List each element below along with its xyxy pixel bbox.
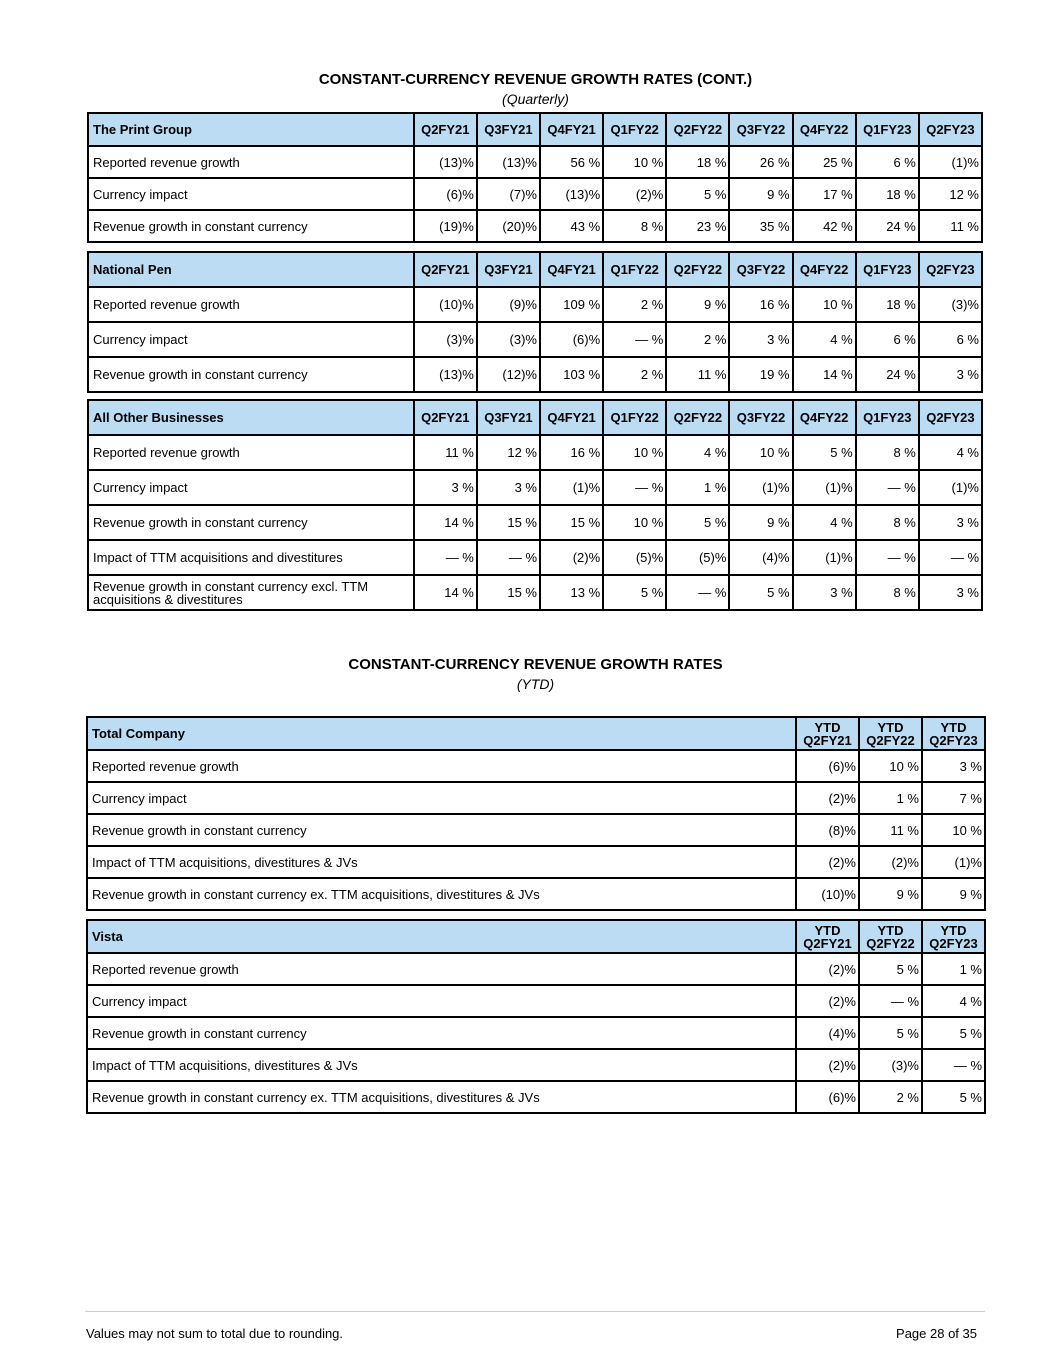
row-label: Impact of TTM acquisitions and divestitures bbox=[88, 540, 414, 575]
table-header-row bbox=[88, 400, 982, 435]
cell-value: 8 % bbox=[856, 575, 919, 610]
cell-value: 2 % bbox=[859, 1081, 922, 1113]
row-label: Impact of TTM acquisitions, divestitures & JVs bbox=[87, 846, 796, 878]
column-header: Q1FY22 bbox=[603, 113, 666, 146]
cell-value: 43 % bbox=[540, 210, 603, 242]
cell-value: 1 % bbox=[666, 470, 729, 505]
cell-value: 10 % bbox=[859, 750, 922, 782]
row-label: Revenue growth in constant currency ex. TTM acquisitions, divestitures & JVs bbox=[87, 878, 796, 910]
row-label: Impact of TTM acquisitions, divestitures & JVs bbox=[87, 1049, 796, 1081]
cell-value: 10 % bbox=[603, 435, 666, 470]
cell-value: — % bbox=[603, 322, 666, 357]
cell-value: 5 % bbox=[793, 435, 856, 470]
table-row bbox=[87, 750, 985, 782]
cell-value: 9 % bbox=[859, 878, 922, 910]
cell-value: 103 % bbox=[540, 357, 603, 392]
cell-value: 6 % bbox=[856, 146, 919, 178]
cell-value: (9)% bbox=[477, 287, 540, 322]
cell-value: 19 % bbox=[729, 357, 792, 392]
cell-value: 15 % bbox=[477, 575, 540, 610]
column-header: Q2FY21 bbox=[414, 252, 477, 287]
cell-value: (10)% bbox=[796, 878, 859, 910]
cell-value: 4 % bbox=[922, 985, 985, 1017]
row-label: Currency impact bbox=[88, 470, 414, 505]
column-header: Q4FY21 bbox=[540, 113, 603, 146]
cell-value: (10)% bbox=[414, 287, 477, 322]
column-header-line2: Q2FY21 bbox=[803, 935, 852, 951]
cell-value: — % bbox=[856, 540, 919, 575]
row-label: Revenue growth in constant currency bbox=[87, 1017, 796, 1049]
cell-value: 10 % bbox=[603, 505, 666, 540]
cell-value: 8 % bbox=[856, 505, 919, 540]
cell-value: 2 % bbox=[666, 322, 729, 357]
cell-value: 4 % bbox=[793, 322, 856, 357]
cell-value: 3 % bbox=[793, 575, 856, 610]
column-header-line1: YTD bbox=[877, 922, 904, 938]
column-header: Q2FY21 bbox=[414, 400, 477, 435]
column-header bbox=[796, 717, 859, 750]
cell-value: 11 % bbox=[919, 210, 982, 242]
table-row bbox=[88, 287, 982, 322]
cell-value: 4 % bbox=[919, 435, 982, 470]
cell-value: (1)% bbox=[919, 146, 982, 178]
cell-value: 8 % bbox=[856, 435, 919, 470]
table-row bbox=[87, 1081, 985, 1113]
column-header-line2: Q2FY22 bbox=[866, 732, 915, 748]
table-header-row bbox=[87, 920, 985, 953]
row-label: Currency impact bbox=[88, 178, 414, 210]
column-header: Q2FY23 bbox=[919, 400, 982, 435]
cell-value: (2)% bbox=[796, 846, 859, 878]
row-label: Currency impact bbox=[87, 782, 796, 814]
table-row bbox=[87, 782, 985, 814]
row-label: Currency impact bbox=[88, 322, 414, 357]
cell-value: — % bbox=[922, 1049, 985, 1081]
cell-value: (13)% bbox=[477, 146, 540, 178]
quarterly-subtitle: (Quarterly) bbox=[502, 91, 569, 107]
row-label: Currency impact bbox=[87, 985, 796, 1017]
cell-value: 10 % bbox=[603, 146, 666, 178]
cell-value: (2)% bbox=[796, 782, 859, 814]
cell-value: — % bbox=[414, 540, 477, 575]
cell-value: 12 % bbox=[919, 178, 982, 210]
cell-value: 18 % bbox=[856, 287, 919, 322]
cell-value: — % bbox=[477, 540, 540, 575]
table-row bbox=[88, 540, 982, 575]
table-name: All Other Businesses bbox=[88, 400, 414, 435]
all-other-businesses-table bbox=[87, 399, 983, 611]
table-row bbox=[88, 575, 982, 610]
column-header: Q4FY21 bbox=[540, 252, 603, 287]
cell-value: 9 % bbox=[729, 178, 792, 210]
cell-value: 3 % bbox=[919, 357, 982, 392]
cell-value: 18 % bbox=[666, 146, 729, 178]
cell-value: 2 % bbox=[603, 357, 666, 392]
cell-value: 5 % bbox=[922, 1017, 985, 1049]
column-header-line1: YTD bbox=[940, 922, 967, 938]
column-header: Q2FY22 bbox=[666, 252, 729, 287]
cell-value: 11 % bbox=[859, 814, 922, 846]
cell-value: (13)% bbox=[414, 146, 477, 178]
cell-value: (13)% bbox=[540, 178, 603, 210]
cell-value: 14 % bbox=[414, 575, 477, 610]
table-row bbox=[88, 435, 982, 470]
cell-value: (3)% bbox=[477, 322, 540, 357]
cell-value: (6)% bbox=[796, 750, 859, 782]
row-label: Revenue growth in constant currency bbox=[88, 210, 414, 242]
total-company-table bbox=[86, 716, 986, 911]
table-row bbox=[88, 178, 982, 210]
cell-value: (1)% bbox=[729, 470, 792, 505]
table-name: Vista bbox=[87, 920, 796, 953]
cell-value: (1)% bbox=[540, 470, 603, 505]
column-header: Q3FY21 bbox=[477, 113, 540, 146]
table-row bbox=[87, 1049, 985, 1081]
page-number: Page 28 of 35 bbox=[896, 1326, 977, 1341]
table-row bbox=[87, 814, 985, 846]
cell-value: 109 % bbox=[540, 287, 603, 322]
cell-value: 5 % bbox=[859, 953, 922, 985]
cell-value: 42 % bbox=[793, 210, 856, 242]
cell-value: (2)% bbox=[603, 178, 666, 210]
print-group-table bbox=[87, 112, 983, 243]
cell-value: (6)% bbox=[414, 178, 477, 210]
cell-value: 11 % bbox=[666, 357, 729, 392]
cell-value: (5)% bbox=[666, 540, 729, 575]
cell-value: 5 % bbox=[859, 1017, 922, 1049]
cell-value: 5 % bbox=[666, 505, 729, 540]
column-header-line1: YTD bbox=[814, 922, 841, 938]
cell-value: 8 % bbox=[603, 210, 666, 242]
table-row bbox=[88, 146, 982, 178]
cell-value: (19)% bbox=[414, 210, 477, 242]
column-header: Q2FY23 bbox=[919, 113, 982, 146]
column-header: Q1FY23 bbox=[856, 113, 919, 146]
cell-value: 3 % bbox=[919, 575, 982, 610]
cell-value: (8)% bbox=[796, 814, 859, 846]
cell-value: 10 % bbox=[922, 814, 985, 846]
cell-value: 3 % bbox=[414, 470, 477, 505]
cell-value: (7)% bbox=[477, 178, 540, 210]
cell-value: (6)% bbox=[540, 322, 603, 357]
cell-value: — % bbox=[666, 575, 729, 610]
column-header bbox=[922, 717, 985, 750]
cell-value: 23 % bbox=[666, 210, 729, 242]
row-label: Revenue growth in constant currency bbox=[88, 505, 414, 540]
cell-value: 6 % bbox=[919, 322, 982, 357]
table-row bbox=[87, 1017, 985, 1049]
cell-value: (3)% bbox=[859, 1049, 922, 1081]
cell-value: 14 % bbox=[414, 505, 477, 540]
row-label: Reported revenue growth bbox=[87, 953, 796, 985]
cell-value: 10 % bbox=[793, 287, 856, 322]
table-header-row bbox=[87, 717, 985, 750]
cell-value: (2)% bbox=[859, 846, 922, 878]
cell-value: — % bbox=[856, 470, 919, 505]
cell-value: 10 % bbox=[729, 435, 792, 470]
cell-value: (1)% bbox=[922, 846, 985, 878]
table-row bbox=[87, 985, 985, 1017]
cell-value: (6)% bbox=[796, 1081, 859, 1113]
cell-value: 14 % bbox=[793, 357, 856, 392]
table-name: National Pen bbox=[88, 252, 414, 287]
row-label: Revenue growth in constant currency bbox=[88, 357, 414, 392]
cell-value: (2)% bbox=[796, 953, 859, 985]
column-header: Q3FY22 bbox=[729, 113, 792, 146]
table-row bbox=[88, 505, 982, 540]
cell-value: (13)% bbox=[414, 357, 477, 392]
cell-value: (12)% bbox=[477, 357, 540, 392]
column-header-line2: Q2FY23 bbox=[929, 935, 978, 951]
cell-value: — % bbox=[859, 985, 922, 1017]
column-header: Q3FY21 bbox=[477, 400, 540, 435]
row-label: Reported revenue growth bbox=[87, 750, 796, 782]
cell-value: 56 % bbox=[540, 146, 603, 178]
cell-value: 35 % bbox=[729, 210, 792, 242]
cell-value: 5 % bbox=[729, 575, 792, 610]
cell-value: 3 % bbox=[919, 505, 982, 540]
cell-value: 24 % bbox=[856, 210, 919, 242]
cell-value: (4)% bbox=[729, 540, 792, 575]
table-row bbox=[87, 953, 985, 985]
cell-value: 5 % bbox=[666, 178, 729, 210]
column-header: Q4FY22 bbox=[793, 400, 856, 435]
row-label: Revenue growth in constant currency bbox=[87, 814, 796, 846]
quarterly-title: CONSTANT-CURRENCY REVENUE GROWTH RATES (CONT.) bbox=[318, 71, 753, 88]
column-header: Q3FY22 bbox=[729, 400, 792, 435]
column-header-line2: Q2FY21 bbox=[803, 732, 852, 748]
cell-value: 9 % bbox=[922, 878, 985, 910]
cell-value: (20)% bbox=[477, 210, 540, 242]
column-header: Q1FY22 bbox=[603, 252, 666, 287]
cell-value: (3)% bbox=[919, 287, 982, 322]
column-header: Q4FY22 bbox=[793, 252, 856, 287]
cell-value: 2 % bbox=[603, 287, 666, 322]
column-header: Q4FY21 bbox=[540, 400, 603, 435]
cell-value: 4 % bbox=[666, 435, 729, 470]
row-label: Revenue growth in constant currency excl. TTM acquisitions & divestitures bbox=[88, 575, 414, 610]
column-header-line2: Q2FY23 bbox=[929, 732, 978, 748]
column-header-line2: Q2FY22 bbox=[866, 935, 915, 951]
cell-value: (2)% bbox=[540, 540, 603, 575]
column-header: Q4FY22 bbox=[793, 113, 856, 146]
cell-value: 11 % bbox=[414, 435, 477, 470]
ytd-subtitle: (YTD) bbox=[516, 676, 555, 692]
column-header: Q2FY21 bbox=[414, 113, 477, 146]
cell-value: 15 % bbox=[540, 505, 603, 540]
cell-value: 3 % bbox=[922, 750, 985, 782]
cell-value: 1 % bbox=[859, 782, 922, 814]
row-label: Reported revenue growth bbox=[88, 435, 414, 470]
cell-value: (4)% bbox=[796, 1017, 859, 1049]
table-row bbox=[88, 210, 982, 242]
cell-value: 4 % bbox=[793, 505, 856, 540]
column-header: Q1FY22 bbox=[603, 400, 666, 435]
table-row bbox=[88, 357, 982, 392]
cell-value: 9 % bbox=[666, 287, 729, 322]
cell-value: — % bbox=[919, 540, 982, 575]
cell-value: (5)% bbox=[603, 540, 666, 575]
column-header bbox=[859, 717, 922, 750]
cell-value: (1)% bbox=[793, 470, 856, 505]
table-name: Total Company bbox=[87, 717, 796, 750]
cell-value: 15 % bbox=[477, 505, 540, 540]
cell-value: (1)% bbox=[919, 470, 982, 505]
cell-value: 3 % bbox=[477, 470, 540, 505]
vista-table bbox=[86, 919, 986, 1114]
row-label: Reported revenue growth bbox=[88, 287, 414, 322]
column-header-line1: YTD bbox=[940, 719, 967, 735]
column-header: Q2FY23 bbox=[919, 252, 982, 287]
column-header bbox=[922, 920, 985, 953]
cell-value: (3)% bbox=[414, 322, 477, 357]
cell-value: 3 % bbox=[729, 322, 792, 357]
cell-value: 16 % bbox=[729, 287, 792, 322]
ytd-title: CONSTANT-CURRENCY REVENUE GROWTH RATES bbox=[348, 656, 723, 673]
column-header: Q2FY22 bbox=[666, 400, 729, 435]
cell-value: 6 % bbox=[856, 322, 919, 357]
table-row bbox=[87, 846, 985, 878]
column-header: Q3FY21 bbox=[477, 252, 540, 287]
table-row bbox=[87, 878, 985, 910]
table-row bbox=[88, 470, 982, 505]
row-label: Reported revenue growth bbox=[88, 146, 414, 178]
cell-value: 18 % bbox=[856, 178, 919, 210]
row-label: Revenue growth in constant currency ex. TTM acquisitions, divestitures & JVs bbox=[87, 1081, 796, 1113]
cell-value: (2)% bbox=[796, 985, 859, 1017]
cell-value: — % bbox=[603, 470, 666, 505]
cell-value: 5 % bbox=[603, 575, 666, 610]
cell-value: 1 % bbox=[922, 953, 985, 985]
cell-value: 9 % bbox=[729, 505, 792, 540]
column-header: Q3FY22 bbox=[729, 252, 792, 287]
column-header-line1: YTD bbox=[814, 719, 841, 735]
column-header bbox=[796, 920, 859, 953]
cell-value: 5 % bbox=[922, 1081, 985, 1113]
column-header-line1: YTD bbox=[877, 719, 904, 735]
table-header-row bbox=[88, 113, 982, 146]
cell-value: 25 % bbox=[793, 146, 856, 178]
footer-divider bbox=[85, 1311, 985, 1312]
column-header bbox=[859, 920, 922, 953]
cell-value: 13 % bbox=[540, 575, 603, 610]
cell-value: 16 % bbox=[540, 435, 603, 470]
column-header: Q1FY23 bbox=[856, 252, 919, 287]
column-header: Q2FY22 bbox=[666, 113, 729, 146]
cell-value: 12 % bbox=[477, 435, 540, 470]
cell-value: 26 % bbox=[729, 146, 792, 178]
table-name: The Print Group bbox=[88, 113, 414, 146]
footer-note: Values may not sum to total due to rounding. bbox=[86, 1326, 344, 1341]
cell-value: (2)% bbox=[796, 1049, 859, 1081]
cell-value: (1)% bbox=[793, 540, 856, 575]
cell-value: 7 % bbox=[922, 782, 985, 814]
cell-value: 24 % bbox=[856, 357, 919, 392]
table-row bbox=[88, 322, 982, 357]
table-header-row bbox=[88, 252, 982, 287]
national-pen-table bbox=[87, 251, 983, 393]
cell-value: 17 % bbox=[793, 178, 856, 210]
column-header: Q1FY23 bbox=[856, 400, 919, 435]
